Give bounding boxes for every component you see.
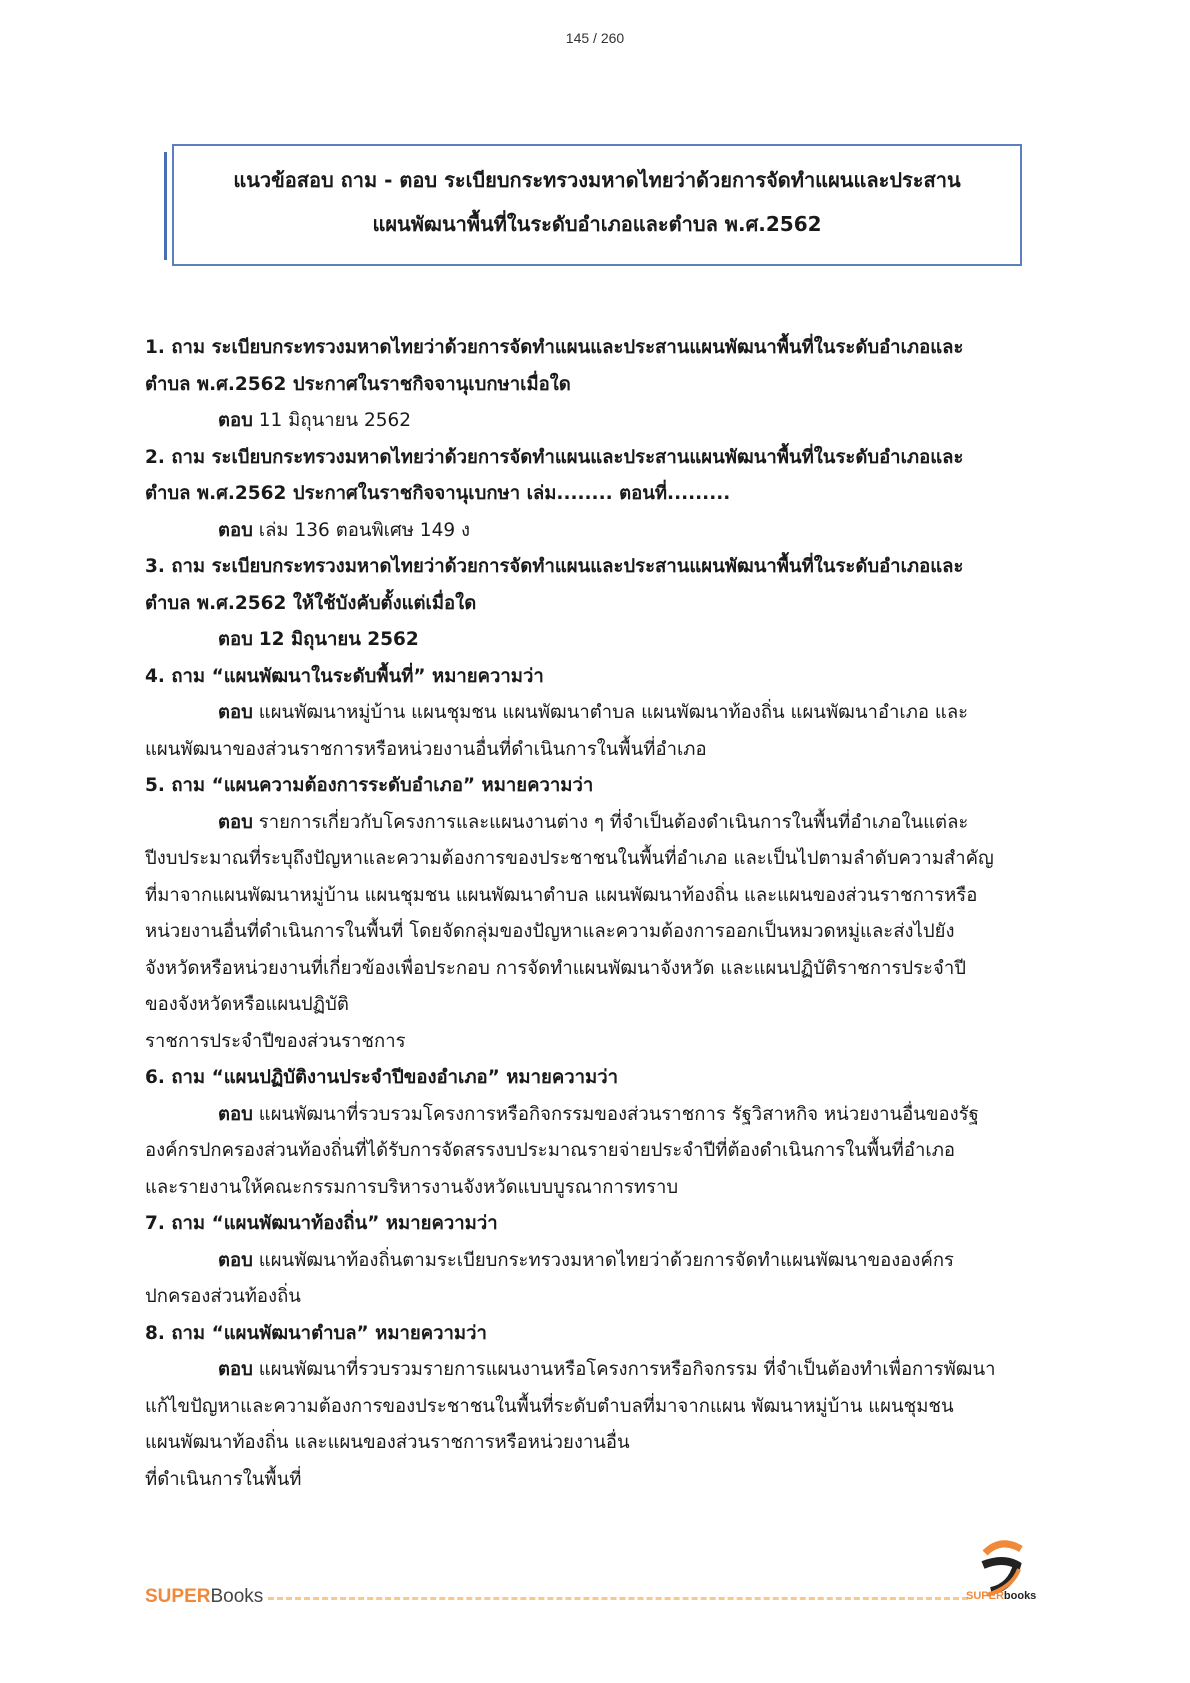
answer-line: ราชการประจำปีของส่วนราชการ (145, 1030, 406, 1052)
answer-label: ตอบ (218, 1249, 253, 1271)
answer-line (145, 622, 1065, 659)
answer-text: แผนพัฒนาที่รวบรวมโครงการหรือกิจกรรมของส่วนราชการ รัฐวิสาหกิจ หน่วยงานอื่นของรัฐ (258, 1103, 979, 1125)
question-line: 8. ถาม “แผนพัฒนาตำบล” หมายความว่า (145, 1322, 487, 1344)
question-line: 1. ถาม ระเบียบกระทรวงมหาดไทยว่าด้วยการจัดทำแผนและประสานแผนพัฒนาพื้นที่ในระดับอำเภอและ (145, 337, 964, 358)
answer-text: 11 มิถุนายน 2562 (258, 410, 412, 431)
answer-line (145, 1097, 1065, 1134)
brand-books: Books (210, 1586, 264, 1607)
question-line: 3. ถาม ระเบียบกระทรวงมหาดไทยว่าด้วยการจัดทำแผนและประสานแผนพัฒนาพื้นที่ในระดับอำเภอและ (145, 556, 964, 577)
answer-line: แก้ไขปัญหาและความต้องการของประชาชนในพื้นที่ระดับตำบลที่มาจากแผน พัฒนาหมู่บ้าน แผนชุมชน (145, 1395, 954, 1417)
answer-line: ปกครองส่วนท้องถิ่น (145, 1286, 301, 1307)
document-title (172, 158, 1022, 246)
answer-line (145, 1243, 1065, 1280)
question-line: 7. ถาม “แผนพัฒนาท้องถิ่น” หมายความว่า (145, 1213, 498, 1234)
question-line: 2. ถาม ระเบียบกระทรวงมหาดไทยว่าด้วยการจัดทำแผนและประสานแผนพัฒนาพื้นที่ในระดับอำเภอและ (145, 446, 964, 468)
question-line: ตำบล พ.ศ.2562 ให้ใช้บังคับตั้งแต่เมื่อใด (145, 592, 477, 614)
title-line-2: แผนพัฒนาพื้นที่ในระดับอำเภอและตำบล พ.ศ.2562 (372, 212, 822, 236)
footer-divider (268, 1597, 968, 1600)
page-indicator: 145 / 260 (565, 30, 625, 46)
question-line: ตำบล พ.ศ.2562 ประกาศในราชกิจจานุเบกษาเมื่อใด (145, 373, 571, 395)
answer-text: รายการเกี่ยวกับโครงการและแผนงานต่าง ๆ ที่จำเป็นต้องดำเนินการในพื้นที่อำเภอในแต่ละ (258, 811, 969, 833)
question-line: ตำบล พ.ศ.2562 ประกาศในราชกิจจานุเบกษา เล่ม........ ตอนที่......... (145, 483, 731, 504)
answer-text: 12 มิถุนายน 2562 (258, 629, 419, 650)
answer-label: ตอบ (218, 410, 253, 431)
answer-label: ตอบ (218, 1103, 253, 1125)
footer-brand (145, 1586, 263, 1608)
answer-line (145, 695, 1065, 732)
answer-line (145, 513, 1065, 550)
answer-line (145, 403, 1065, 440)
title-accent-bar (164, 152, 167, 260)
answer-text: แผนพัฒนาหมู่บ้าน แผนชุมชน แผนพัฒนาตำบล แผนพัฒนาท้องถิ่น แผนพัฒนาอำเภอ และ (258, 702, 969, 723)
answer-line: แผนพัฒนาท้องถิ่น และแผนของส่วนราชการหรือหน่วยงานอื่น (145, 1432, 630, 1453)
answer-line: หน่วยงานอื่นที่ดำเนินการในพื้นที่ โดยจัดกลุ่มของปัญหาและความต้องการออกเป็นหมวดหมู่และส่งไปยัง (145, 921, 955, 942)
answer-line: ปีงบประมาณที่ระบุถึงปัญหาและความต้องการของประชาชนในพื้นที่อำเภอ และเป็นไปตามลำดับความสำคัญ (145, 848, 994, 869)
answer-label: ตอบ (218, 811, 253, 833)
title-line-1: แนวข้อสอบ ถาม - ตอบ ระเบียบกระทรวงมหาดไทยว่าด้วยการจัดทำแผนและประสาน (233, 168, 961, 192)
answer-line (145, 1352, 1065, 1389)
answer-text: แผนพัฒนาที่รวบรวมรายการแผนงานหรือโครงการหรือกิจกรรม ที่จำเป็นต้องทำเพื่อการพัฒนา (258, 1359, 996, 1380)
answer-line: ของจังหวัดหรือแผนปฏิบัติ (145, 994, 349, 1015)
answer-label: ตอบ (218, 702, 253, 723)
answer-line: องค์กรปกครองส่วนท้องถิ่นที่ได้รับการจัดสรรงบประมาณรายจ่ายประจำปีที่ต้องดำเนินการในพื้นที่อำเภอ (145, 1140, 956, 1161)
question-line: 4. ถาม “แผนพัฒนาในระดับพื้นที่” หมายความว่า (145, 665, 544, 687)
logo-books: books (1003, 1590, 1037, 1602)
logo-text (966, 1590, 1036, 1602)
answer-line: แผนพัฒนาของส่วนราชการหรือหน่วยงานอื่นที่ดำเนินการในพื้นที่อำเภอ (145, 738, 707, 760)
question-line: 6. ถาม “แผนปฏิบัติงานประจำปีของอำเภอ” หมายความว่า (145, 1067, 618, 1088)
answer-text: แผนพัฒนาท้องถิ่นตามระเบียบกระทรวงมหาดไทยว่าด้วยการจัดทำแผนพัฒนาขององค์กร (258, 1249, 954, 1271)
question-line: 5. ถาม “แผนความต้องการระดับอำเภอ” หมายความว่า (145, 775, 594, 796)
answer-line: จังหวัดหรือหน่วยงานที่เกี่ยวข้องเพื่อประกอบ การจัดทำแผนพัฒนาจังหวัด และแผนปฏิบัติราชการประจำปี (145, 957, 966, 979)
answer-line: ที่ดำเนินการในพื้นที่ (145, 1468, 302, 1490)
answer-label: ตอบ (218, 1359, 253, 1380)
logo-super: SUPER (966, 1590, 1004, 1602)
answer-text: เล่ม 136 ตอนพิเศษ 149 ง (258, 519, 471, 541)
answer-line: และรายงานให้คณะกรรมการบริหารงานจังหวัดแบบบูรณาการทราบ (145, 1176, 679, 1198)
answer-line (145, 805, 1065, 842)
qa-list (145, 330, 1065, 1498)
answer-label: ตอบ (218, 629, 253, 650)
brand-super: SUPER (145, 1586, 211, 1607)
answer-label: ตอบ (218, 519, 253, 541)
answer-line: ที่มาจากแผนพัฒนาหมู่บ้าน แผนชุมชน แผนพัฒนาตำบล แผนพัฒนาท้องถิ่น และแผนของส่วนราชการหรือ (145, 884, 978, 906)
